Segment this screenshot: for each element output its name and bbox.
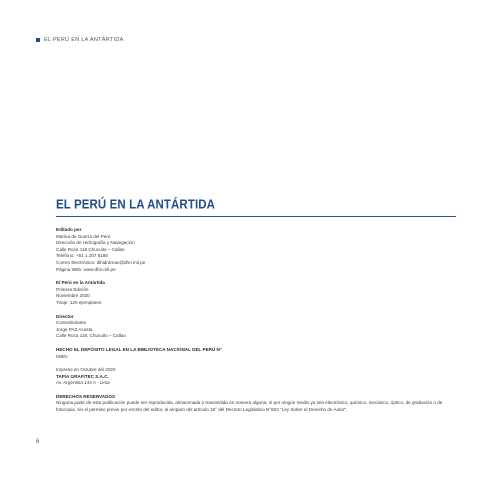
running-header-title: EL PERÚ EN LA ANTÁRTIDA <box>44 37 124 43</box>
printer-address: Av. Argentina 144 A - Lima <box>56 380 110 386</box>
director-line: Calle Roca 118, Chucuito – Callao <box>56 333 126 339</box>
edition-heading: El Perú en la Antártida <box>56 280 105 286</box>
edition-line: Tiraje: 120 ejemplares <box>56 299 102 305</box>
printed-date: Impreso en Octubre del 2020 <box>56 367 116 373</box>
isbn-line: ISBN: <box>56 353 68 359</box>
rights-heading: DERECHOS RESERVADOS <box>56 393 116 399</box>
printed-block <box>56 367 456 387</box>
printer-name: TAPIA GRAFITEC S.A.C. <box>56 373 109 379</box>
edited-by-line: Marina de Guerra del Perú <box>56 233 111 239</box>
edited-by-line: Teléfono: +51 1 207 8160 <box>56 253 108 259</box>
director-heading: Director <box>56 313 74 319</box>
running-header <box>36 37 124 43</box>
director-line: Contralmirante <box>56 320 87 326</box>
title-rule <box>56 216 456 217</box>
colophon <box>56 198 456 421</box>
edited-by-line: Dirección de Hidrografía y Navegación <box>56 240 135 246</box>
rights-block <box>56 394 456 414</box>
edited-by-line: Página Web: www.dhn.mil.pe <box>56 266 116 272</box>
rights-text: Ninguna parte de esta publicación puede ser reproducida, almacenada o transmitida en manera alguna, ni por ningún medio ya sea electrónico, químico, mecánico, óptico, de grabación o de fotocopia, sin el permiso previo por escrito del editor, al amparo del artículo 18° del Decreto Legislativo N°822 "Ley Sobre el Derecho de Autor". <box>56 400 443 413</box>
director-line: Jorge PAZ Acosta <box>56 326 93 332</box>
legal-deposit-heading: HECHO EL DEPÓSITO LEGAL EN LA BIBLIOTECA NACIONAL DEL PERÚ N° <box>56 346 222 352</box>
edited-by-line: Correo Electrónico: dihidrarnav@dhn.mil.pe <box>56 259 146 265</box>
edition-line: Primera Edición <box>56 286 89 292</box>
header-square-marker <box>36 38 40 42</box>
edition-block <box>56 280 456 306</box>
page-title: EL PERÚ EN LA ANTÁRTIDA <box>56 198 216 212</box>
edited-by-heading: Editado por <box>56 227 82 232</box>
edited-by-block <box>56 227 456 273</box>
director-block <box>56 314 456 340</box>
legal-deposit-block <box>56 347 456 360</box>
edition-line: Noviembre 2020 <box>56 293 90 299</box>
page-number: 6 <box>36 439 40 445</box>
edited-by-line: Calle Roca 118 Chucuito – Callao <box>56 246 125 252</box>
